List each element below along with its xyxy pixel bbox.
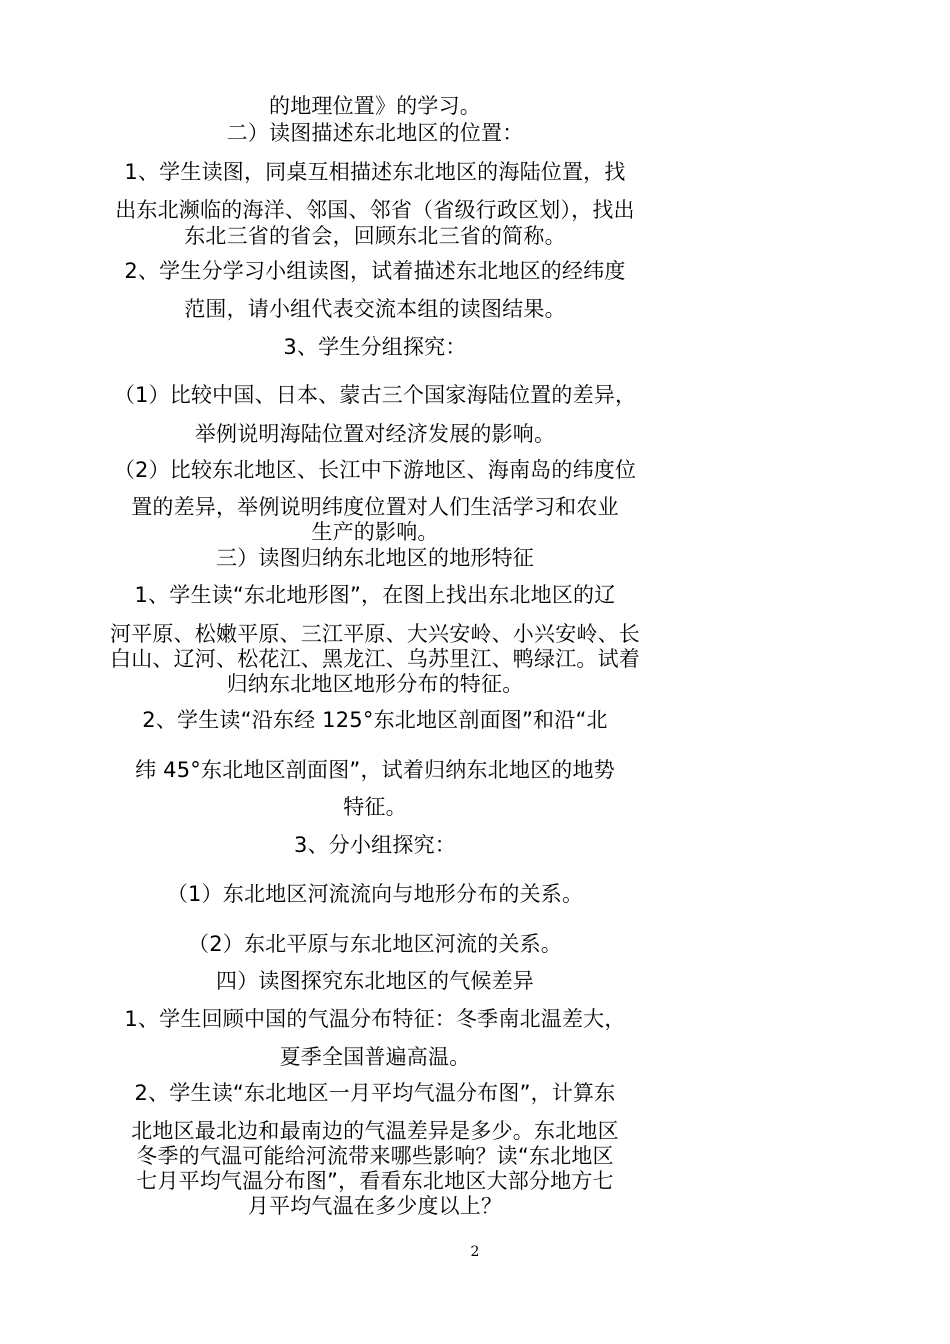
text-line: 出东北濒临的海洋、邻国、邻省（省级行政区划），找出 bbox=[115, 198, 635, 222]
text-line: 3、学生分组探究： bbox=[283, 335, 467, 359]
text-line: 七月平均气温分布图”，看看东北地区大部分地方七 bbox=[136, 1169, 614, 1193]
text-line: 的地理位置》的学习。 bbox=[269, 94, 481, 118]
text-line: 月平均气温在多少度以上？ bbox=[247, 1194, 503, 1218]
section-heading: 四）读图探究东北地区的气候差异 bbox=[216, 969, 534, 993]
text-line: 3、分小组探究： bbox=[294, 833, 456, 857]
text-line: 夏季全国普遍高温。 bbox=[279, 1045, 471, 1069]
text-line: 1、学生回顾中国的气温分布特征：冬季南北温差大， bbox=[124, 1007, 626, 1031]
text-line: 范围，请小组代表交流本组的读图结果。 bbox=[184, 297, 566, 321]
text-line: （1）比较中国、日本、蒙古三个国家海陆位置的差异， bbox=[113, 383, 637, 407]
text-line: 2、学生分学习小组读图，试着描述东北地区的经纬度 bbox=[124, 259, 626, 283]
section-heading: 二）读图描述东北地区的位置： bbox=[226, 121, 524, 145]
text-line: 生产的影响。 bbox=[311, 520, 439, 544]
text-line: 置的差异，举例说明纬度位置对人们生活学习和农业 bbox=[131, 495, 619, 519]
text-line: 举例说明海陆位置对经济发展的影响。 bbox=[194, 422, 556, 446]
text-line: 纬 45°东北地区剖面图”，试着归纳东北地区的地势 bbox=[135, 758, 615, 782]
text-line: 2、学生读“沿东经 125°东北地区剖面图”和沿“北 bbox=[142, 708, 608, 732]
text-line: 特征。 bbox=[343, 795, 407, 819]
text-line: 1、学生读“东北地形图”，在图上找出东北地区的辽 bbox=[134, 583, 616, 607]
text-line: 2、学生读“东北地区一月平均气温分布图”，计算东 bbox=[134, 1081, 616, 1105]
text-line: 东北三省的省会，回顾东北三省的简称。 bbox=[184, 224, 566, 248]
text-line: （2）比较东北地区、长江中下游地区、海南岛的纬度位 bbox=[113, 458, 637, 482]
text-line: 1、学生读图，同桌互相描述东北地区的海陆位置，找 bbox=[124, 160, 626, 184]
page-number: 2 bbox=[470, 1244, 480, 1260]
text-line: （2）东北平原与东北地区河流的关系。 bbox=[188, 932, 562, 956]
text-line: 河平原、松嫩平原、三江平原、大兴安岭、小兴安岭、长 bbox=[110, 622, 640, 646]
section-heading: 三）读图归纳东北地区的地形特征 bbox=[216, 546, 534, 570]
text-line: （1）东北地区河流流向与地形分布的关系。 bbox=[166, 882, 584, 906]
text-line: 北地区最北边和最南边的气温差异是多少。东北地区 bbox=[131, 1119, 619, 1143]
text-line: 白山、辽河、松花江、黑龙江、乌苏里江、鸭绿江。试着 bbox=[110, 647, 640, 671]
text-line: 归纳东北地区地形分布的特征。 bbox=[226, 672, 524, 696]
text-line: 冬季的气温可能给河流带来哪些影响？读“东北地区 bbox=[136, 1144, 614, 1168]
